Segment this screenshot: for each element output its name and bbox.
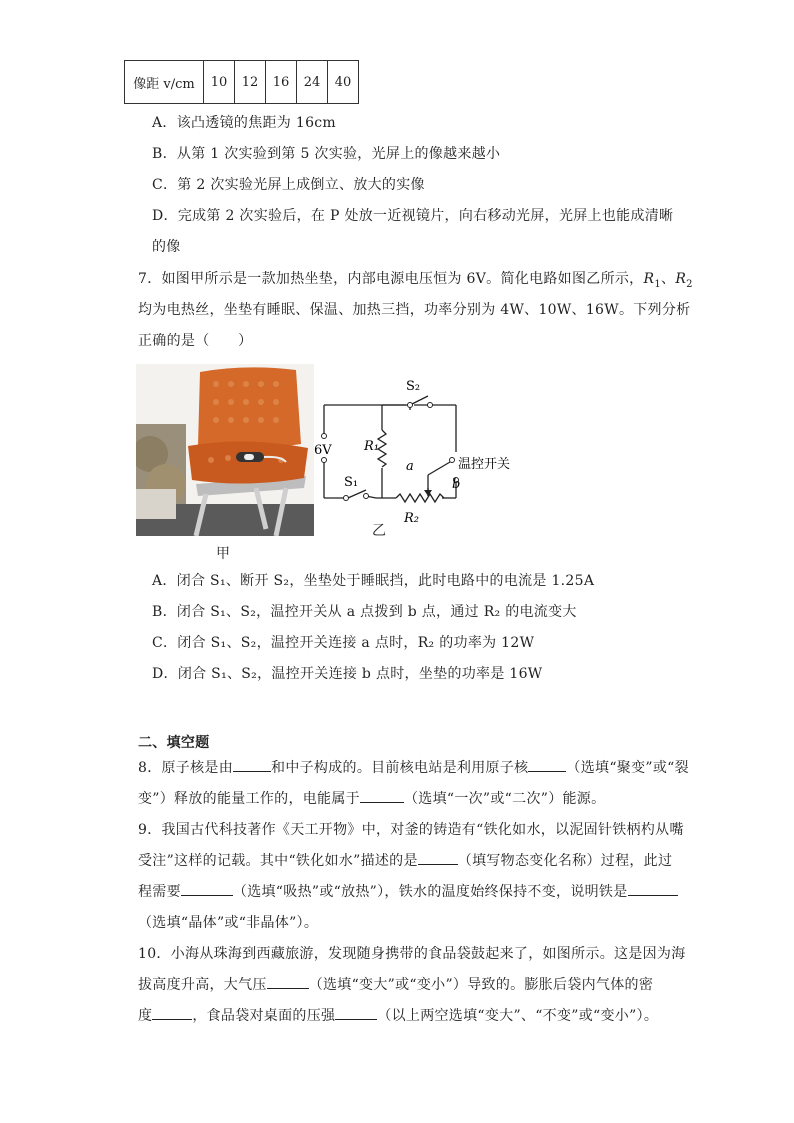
q7-stem-line2: 均为电热丝，坐垫有睡眠、保温、加热三挡，功率分别为 4W、10W、16W。下列分析	[138, 302, 691, 318]
answer-blank[interactable]	[181, 881, 233, 896]
q8-line1: 8．原子核是由 和中子构成的。目前核电站是利用原子核 （选填“聚变”或“裂	[138, 757, 689, 777]
q7-option-c: C．闭合 S₁、S₂，温控开关连接 a 点时，R₂ 的功率为 12W	[152, 635, 535, 651]
q8-line2: 变”）释放的能量工作的，电能属于 （选填“一次”或“二次”）能源。	[138, 788, 605, 808]
q7-stem-line1: 7．如图甲所示是一款加热坐垫，内部电源电压恒为 6V。简化电路如图乙所示，$R_1$、$R_2$	[138, 271, 693, 290]
q9-line4: （选填“晶体”或“非晶体”）。	[138, 915, 319, 931]
voltage-label: 6V	[314, 443, 332, 458]
q6-option-b: B．从第 1 次实验到第 5 次实验，光屏上的像越来越小	[152, 146, 501, 162]
table-header-cell: 像距 v/cm	[125, 61, 204, 104]
q9-line1: 9．我国古代科技著作《天工开物》中，对釜的铸造有“铁化如水，以泥固针铁柄杓从嘴	[138, 822, 684, 838]
seat-cushion-photo	[136, 364, 314, 536]
answer-blank[interactable]	[267, 974, 309, 989]
q10-line3: 度 ，食品袋对桌面的压强 （以上两空选填“变大”、“不变”或“变小”）。	[138, 1005, 658, 1025]
q7-option-d: D．闭合 S₁、S₂，温控开关连接 b 点时，坐垫的功率是 16W	[152, 666, 543, 682]
table-cell: 10	[204, 61, 235, 104]
q9-line2: 受注”这样的记载。其中“铁化如水”描述的是 （填写物态变化名称）过程，此过	[138, 850, 672, 870]
q6-option-d: D．完成第 2 次实验后，在 P 处放一近视镜片，向右移动光屏，光屏上也能成清晰	[152, 208, 674, 224]
table-cell: 16	[266, 61, 297, 104]
figure-jia-label: 甲	[216, 546, 230, 562]
q6-option-c: C．第 2 次实验光屏上成倒立、放大的实像	[152, 177, 425, 193]
answer-blank[interactable]	[152, 1005, 192, 1020]
figure-yi-label: 乙	[372, 523, 386, 539]
answer-blank[interactable]	[528, 757, 566, 772]
answer-blank[interactable]	[418, 850, 458, 865]
q6-option-d-cont: 的像	[152, 239, 181, 255]
s2-label: S₂	[406, 379, 421, 394]
q10-line1: 10．小海从珠海到西藏旅游，发现随身携带的食品袋鼓起来了，如图所示。这是因为海	[138, 946, 686, 962]
circuit-diagram	[310, 370, 530, 548]
q7-option-a: A．闭合 S₁、断开 S₂，坐垫处于睡眠挡，此时电路中的电流是 1.25A	[152, 573, 595, 589]
q7-option-b: B．闭合 S₁、S₂，温控开关从 a 点拨到 b 点，通过 R₂ 的电流变大	[152, 604, 577, 620]
r2-label: R₂	[404, 511, 419, 526]
thermostat-switch-label: 温控开关	[458, 457, 511, 472]
q7-stem-line3: 正确的是（ ）	[138, 333, 253, 349]
image-distance-table	[124, 60, 359, 104]
table-row	[125, 61, 359, 104]
table-cell: 12	[235, 61, 266, 104]
contact-b-label: b	[452, 477, 461, 492]
answer-blank[interactable]	[360, 788, 404, 803]
q6-option-a: A．该凸透镜的焦距为 16cm	[152, 115, 336, 131]
s1-label: S₁	[344, 475, 359, 490]
q10-line2: 拔高度升高，大气压 （选填“变大”或“变小”）导致的。膨胀后袋内气体的密	[138, 974, 653, 994]
answer-blank[interactable]	[233, 757, 271, 772]
table-cell: 24	[297, 61, 328, 104]
section-title-fill-in: 二、填空题	[138, 735, 210, 751]
table-cell: 40	[328, 61, 359, 104]
r1-label: R₁	[364, 439, 379, 454]
answer-blank[interactable]	[335, 1005, 377, 1020]
q9-line3: 程需要 （选填“吸热”或“放热”），铁水的温度始终保持不变，说明铁是	[138, 881, 678, 901]
contact-a-label: a	[406, 459, 414, 474]
answer-blank[interactable]	[628, 881, 678, 896]
